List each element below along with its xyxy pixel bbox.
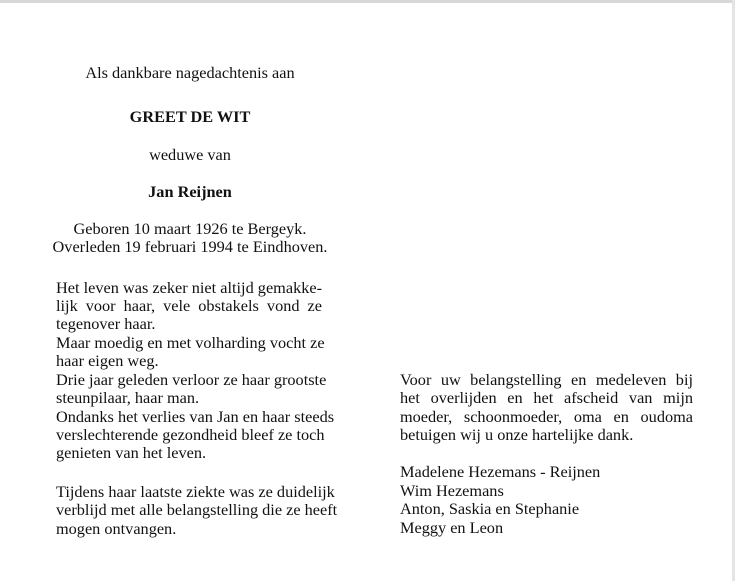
tribute-line: genieten van het leven.: [56, 443, 207, 462]
thanks-line: het overlijden en het afscheid van mijn: [400, 388, 693, 407]
closing-line: verblijd met alle belangstelling die ze heeft: [56, 500, 338, 519]
tribute-line: tegenover haar.: [56, 314, 156, 333]
death-line: Overleden 19 februari 1994 te Eindhoven.: [52, 237, 328, 256]
scan-edge-top: [0, 0, 735, 3]
family-member: Madelene Hezemans - Reijnen: [400, 462, 601, 481]
tribute-line: Drie jaar geleden verloor ze haar grootste: [56, 370, 327, 389]
birth-line: Geboren 10 maart 1926 te Bergeyk.: [73, 219, 307, 238]
tribute-line: Het leven was zeker niet altijd gemakke-: [56, 278, 322, 297]
family-member: Wim Hezemans: [400, 481, 504, 500]
family-member: Anton, Saskia en Stephanie: [400, 499, 580, 518]
spouse-name: Jan Reijnen: [148, 182, 232, 201]
closing-line: mogen ontvangen.: [56, 519, 177, 538]
tribute-line: steunpilaar, haar man.: [56, 388, 200, 407]
tribute-line: Maar moedig en met volharding vocht ze: [56, 333, 325, 352]
tribute-line: haar eigen weg.: [56, 351, 159, 370]
intro-text: Als dankbare nagedachtenis aan: [85, 63, 295, 82]
relation-text: weduwe van: [149, 145, 231, 164]
closing-line: Tijdens haar laatste ziekte was ze duidelijk: [56, 482, 335, 501]
thanks-line: betuigen wij u onze hartelijke dank.: [400, 425, 634, 444]
thanks-line: Voor uw belangstelling en medeleven bij: [400, 370, 693, 389]
deceased-name: GREET DE WIT: [129, 107, 251, 126]
family-member: Meggy en Leon: [400, 518, 504, 537]
thanks-line: moeder, schoonmoeder, oma en oudoma: [400, 407, 693, 426]
tribute-line: lijk voor haar, vele obstakels vond ze: [56, 296, 322, 315]
tribute-line: verslechterende gezondheid bleef ze toch: [56, 425, 325, 444]
tribute-line: Ondanks het verlies van Jan en haar steeds: [56, 407, 335, 426]
